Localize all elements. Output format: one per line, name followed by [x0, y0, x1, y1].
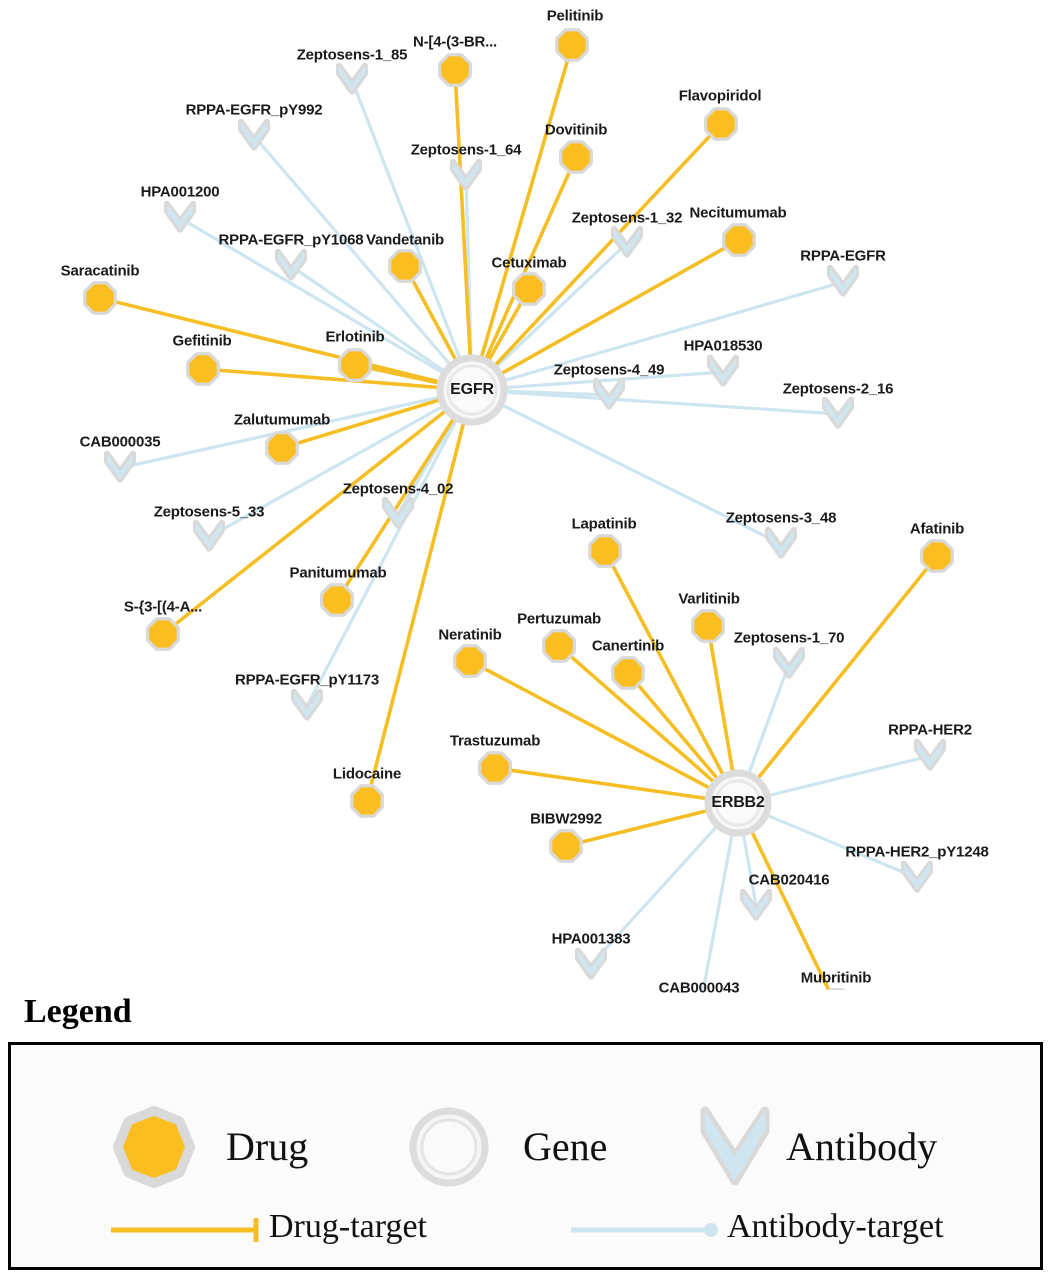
drug-label: N-[4-(3-BR... — [412, 33, 498, 51]
antibody-label: RPPA-EGFR_pY992 — [185, 101, 323, 119]
legend-label-drug: Drug — [226, 1124, 309, 1169]
antibody-label: RPPA-EGFR_pY1068 — [218, 231, 364, 249]
drug-node[interactable] — [695, 613, 721, 639]
antibody-label: HPA018530 — [683, 337, 763, 355]
antibody-label: RPPA-EGFR_pY1173 — [234, 671, 380, 689]
drug-node[interactable] — [559, 32, 585, 58]
drug-label: Pertuzumab — [517, 610, 601, 628]
drug-node[interactable] — [553, 833, 579, 859]
drug-label: Varlitinib — [678, 590, 740, 608]
drug-node[interactable] — [324, 587, 350, 613]
antibody-label: RPPA-HER2_pY1248 — [845, 843, 989, 861]
antibody-vee-icon — [705, 1111, 765, 1181]
legend-label-antibody: Antibody — [786, 1124, 938, 1169]
drug-node[interactable] — [269, 435, 295, 461]
drug-label: Erlotinib — [325, 328, 385, 346]
drug-node[interactable] — [546, 633, 572, 659]
drug-label: Pelitinib — [546, 7, 604, 25]
drug-label: Saracatinib — [60, 262, 140, 280]
drug-label: Neratinib — [438, 626, 502, 644]
gene-circle-icon — [413, 1111, 485, 1183]
drug-label: Cetuximab — [491, 254, 567, 272]
drug-node[interactable] — [354, 788, 380, 814]
drug-octagon-icon — [120, 1113, 188, 1181]
drug-label: Mubritinib — [800, 969, 872, 987]
antibody-label: RPPA-HER2 — [888, 721, 972, 739]
drug-node[interactable] — [615, 660, 641, 686]
antibody-label: Zeptosens-2_16 — [782, 380, 894, 398]
antibody-label: Zeptosens-5_33 — [153, 503, 265, 521]
drug-label: Panitumumab — [289, 564, 387, 582]
drug-node[interactable] — [924, 543, 950, 569]
legend-label-drug-target: Drug-target — [269, 1208, 427, 1245]
antibody-label: Zeptosens-1_64 — [410, 141, 522, 159]
drug-target-edge — [738, 556, 937, 803]
drug-label: Lidocaine — [332, 765, 402, 783]
antibody-label: CAB020416 — [748, 871, 830, 889]
antibody-label: Zeptosens-4_49 — [553, 361, 665, 379]
drug-label: Canertinib — [591, 637, 665, 655]
drug-node[interactable] — [726, 227, 752, 253]
antibody-label: Zeptosens-1_85 — [296, 46, 408, 64]
drug-label: Trastuzumab — [449, 732, 541, 750]
drug-label: Flavopiridol — [678, 87, 762, 105]
drug-label: Afatinib — [909, 520, 965, 538]
drug-node[interactable] — [150, 621, 176, 647]
legend-box — [8, 1042, 1043, 1270]
drug-target-edge-icon — [111, 1218, 256, 1242]
antibody-label: Zeptosens-1_32 — [571, 209, 683, 227]
drug-label: Lapatinib — [571, 515, 637, 533]
drug-node[interactable] — [190, 356, 216, 382]
antibody-label: Zeptosens-3_48 — [725, 509, 837, 527]
drug-node[interactable] — [592, 538, 618, 564]
antibody-label: HPA001383 — [551, 930, 631, 948]
drug-node[interactable] — [516, 276, 542, 302]
drug-node[interactable] — [392, 253, 418, 279]
antibody-label: RPPA-EGFR — [800, 247, 886, 265]
drug-node[interactable] — [442, 57, 468, 83]
gene-label: EGFR — [450, 381, 494, 398]
legend-label-antibody-target: Antibody-target — [727, 1208, 944, 1245]
drug-label: Dovitinib — [544, 121, 608, 139]
drug-node[interactable] — [87, 285, 113, 311]
drug-node[interactable] — [457, 648, 483, 674]
antibody-label: Zeptosens-1_70 — [733, 629, 845, 647]
drug-target-edge — [455, 70, 472, 390]
drug-label: S-{3-[(4-A... — [123, 598, 203, 616]
antibody-label: CAB000035 — [79, 433, 161, 451]
antibody-target-edge-icon — [571, 1223, 718, 1237]
drug-node[interactable] — [708, 111, 734, 137]
drug-label: Vandetanib — [365, 231, 445, 249]
drug-label: Zalutumumab — [233, 411, 331, 429]
drug-node[interactable] — [563, 144, 589, 170]
antibody-label: CAB000043 — [658, 979, 740, 997]
legend-title: Legend — [24, 993, 132, 1030]
antibody-label: HPA001200 — [140, 183, 220, 201]
gene-label: ERBB2 — [711, 794, 765, 811]
drug-node[interactable] — [342, 352, 368, 378]
antibody-label: Zeptosens-4_02 — [342, 480, 454, 498]
drug-label: Necitumumab — [689, 204, 787, 222]
legend-label-gene: Gene — [523, 1124, 608, 1169]
drug-label: BIBW2992 — [530, 810, 602, 828]
drug-node[interactable] — [482, 755, 508, 781]
drug-label: Gefitinib — [172, 332, 232, 350]
